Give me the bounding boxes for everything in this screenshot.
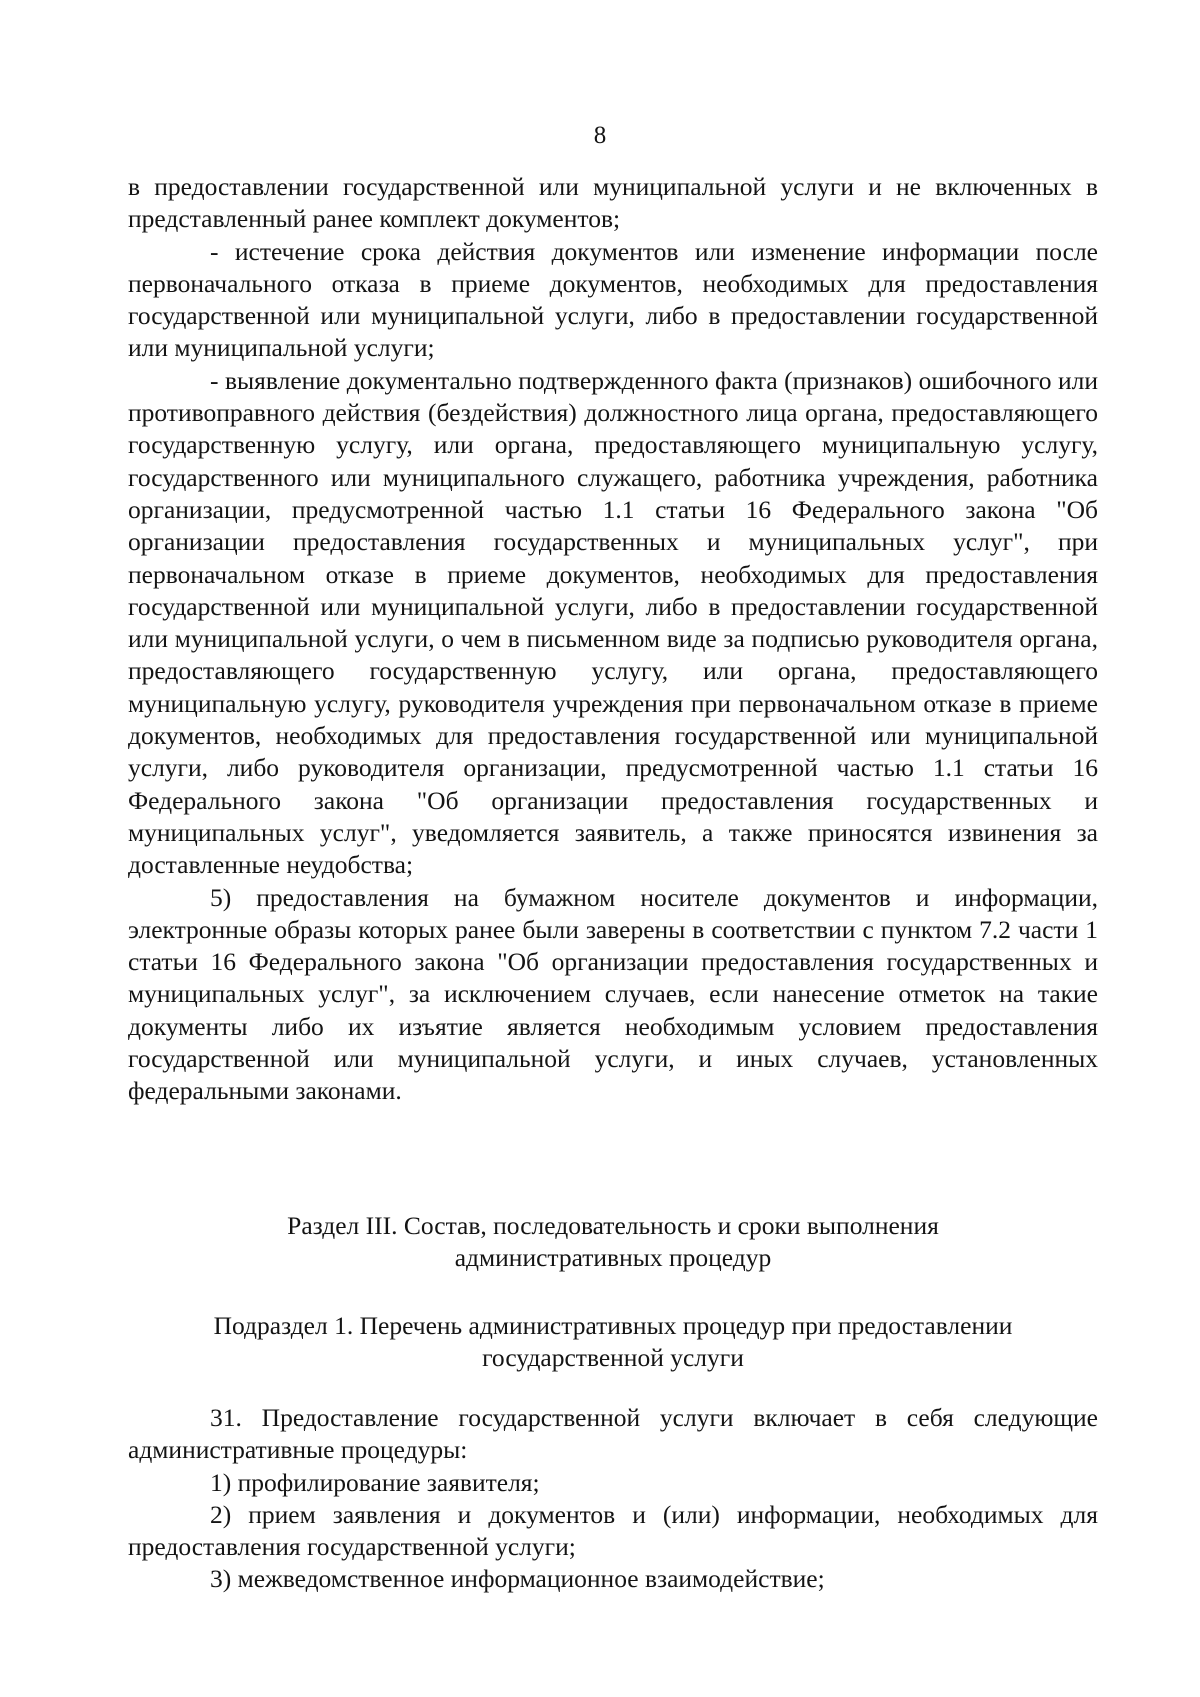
list-item: 2) прием заявления и документов и (или) информации, необходимых для предоставления государственной услуги; bbox=[128, 1499, 1098, 1562]
paragraph: - истечение срока действия документов или изменение информации после первоначального отказа в приеме документов, необходимых для предоставления государственной или муниципальной услуги, либо в предоставлении государственной или муниципальной услуги; bbox=[128, 236, 1098, 363]
paragraph: в предоставлении государственной или муниципальной услуги и не включенных в представленный ранее комплект документов; bbox=[128, 172, 1098, 234]
body-text-bottom bbox=[128, 1402, 1098, 1596]
section-heading-line: Раздел III. Состав, последовательность и сроки выполнения bbox=[287, 1211, 939, 1240]
paragraph: - выявление документально подтвержденного факта (признаков) ошибочного или противоправного действия (бездействия) должностного лица органа, предоставляющего государственную услугу, или органа, предоставляющего муниципальную услугу, государственного или муниципального служащего, работника учреждения, работника организации, предусмотренной частью 1.1 статьи 16 Федерального закона "Об организации предоставления государственных и муниципальных услуг", при первоначальном отказе в приеме документов, необходимых для предоставления государственной или муниципальной услуги, либо в предоставлении государственной или муниципальной услуги, о чем в письменном виде за подписью руководителя органа, предоставляющего государственную услугу, или органа, предоставляющего муниципальную услугу, руководителя учреждения при первоначальном отказе в приеме документов, необходимых для предоставления государственной или муниципальной услуги, либо руководителя организации, предусмотренной частью 1.1 статьи 16 Федерального закона "Об организации предоставления государственных и муниципальных услуг", уведомляется заявитель, а также приносятся извинения за доставленные неудобства; bbox=[128, 365, 1098, 880]
list-item: 3) межведомственное информационное взаимодействие; bbox=[210, 1564, 825, 1594]
list-item: 1) профилирование заявителя; bbox=[210, 1467, 540, 1497]
subsection-heading-line: Подраздел 1. Перечень административных процедур при предоставлении bbox=[213, 1311, 1013, 1340]
section-heading-line: административных процедур bbox=[454, 1243, 772, 1273]
body-text-top bbox=[128, 171, 1098, 1108]
paragraph: 31. Предоставление государственной услуги включает в себя следующие административные процедуры: bbox=[128, 1403, 1098, 1465]
subsection-heading-line: государственной услуги bbox=[482, 1343, 744, 1373]
page-number: 8 bbox=[593, 122, 607, 149]
subsection-heading bbox=[128, 1310, 1098, 1375]
section-heading bbox=[128, 1210, 1098, 1275]
paragraph: 5) предоставления на бумажном носителе документов и информации, электронные образы которых ранее были заверены в соответствии с пунктом 7.2 части 1 статьи 16 Федерального закона "Об организации предоставления государственных и муниципальных услуг", за исключением случаев, если нанесение отметок на такие документы либо их изъятие является необходимым условием предоставления государственной или муниципальной услуги, и иных случаев, установленных федеральными законами. bbox=[128, 882, 1098, 1106]
